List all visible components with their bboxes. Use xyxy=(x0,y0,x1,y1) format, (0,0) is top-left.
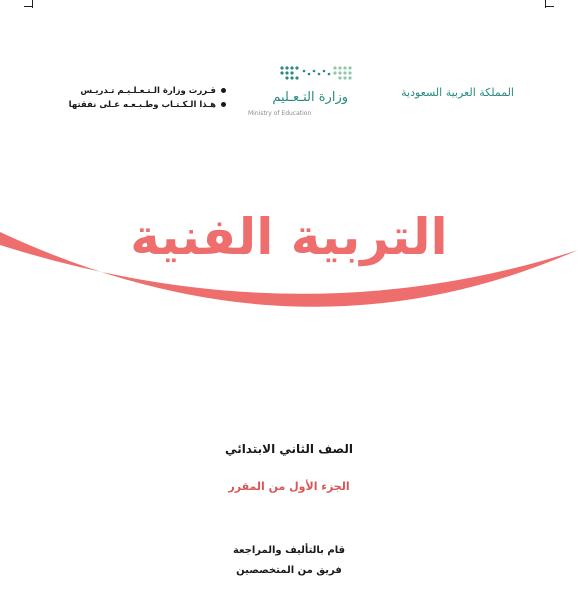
book-title: التربية الفنية xyxy=(130,208,448,266)
credits-line-1: قام بالتأليف والمراجعة xyxy=(232,545,346,556)
approval-text-2: هـذا الـكـتـاب وطـبـعـه عـلى نفقتها xyxy=(68,100,216,110)
credits xyxy=(0,541,578,581)
credits-line-2: فريق من المتخصصين xyxy=(236,565,342,576)
approval-text-1: قـررت وزارة الـتـعـلـيـم تـدريـس xyxy=(80,86,216,96)
ministry-name-english: Ministry of Education xyxy=(248,110,312,117)
kingdom-name: المملكة العربية السعودية xyxy=(401,86,514,99)
book-part: الجزء الأول من المقرر xyxy=(228,480,350,493)
grade-level: الصف الثاني الابتدائي xyxy=(225,442,353,456)
ministry-name-arabic: وزارة التـعـليم xyxy=(272,90,348,105)
